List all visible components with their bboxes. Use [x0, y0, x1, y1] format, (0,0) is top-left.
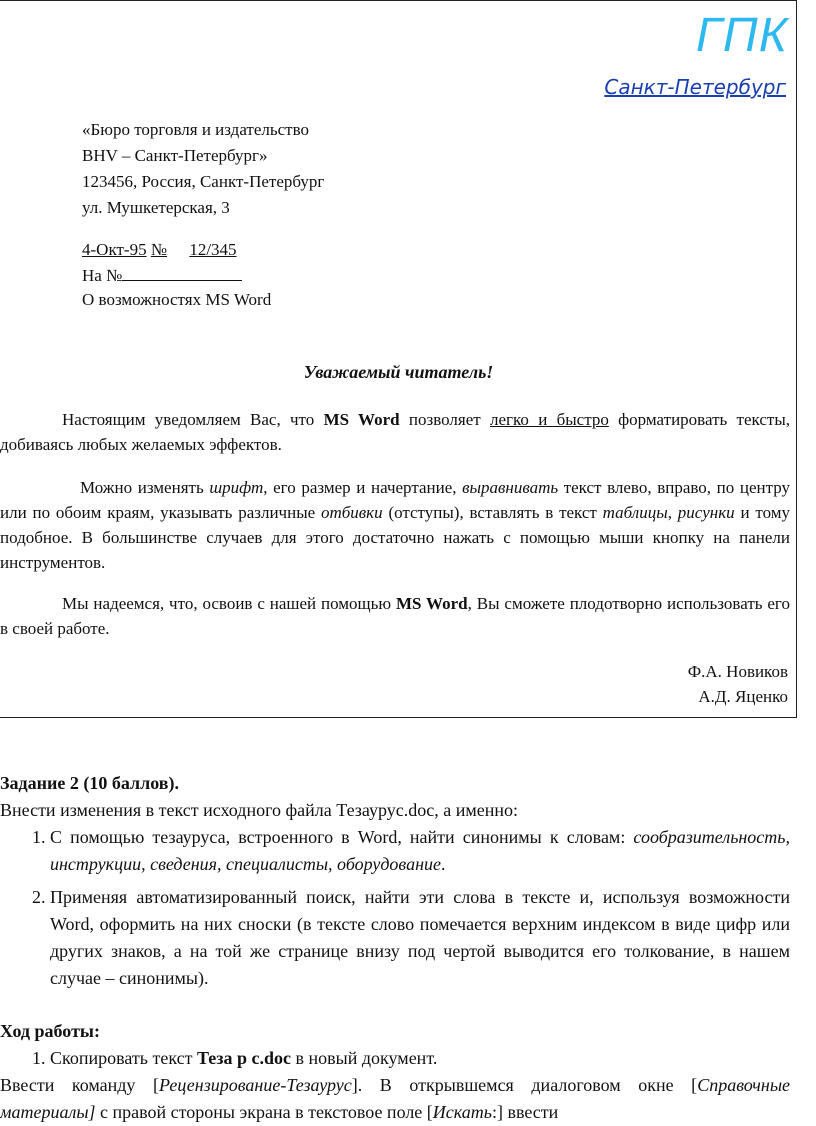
doc-number: 12/345 — [189, 240, 237, 259]
text: форматировать тексты, добиваясь любых желаемых эффектов. — [0, 410, 791, 454]
text-bold: MS Word — [323, 410, 400, 429]
text-italic: шрифт — [209, 478, 264, 497]
paragraph-2 — [0, 475, 790, 575]
text: (отступы), вставлять в текст — [382, 503, 603, 522]
task-intro: Внести изменения в текст исходного файла Тезаурус.doc, а именно: — [0, 800, 518, 820]
task-title: Задание 2 (10 баллов). — [0, 773, 179, 793]
address-line: ул. Мушкетерская, 3 — [82, 198, 230, 217]
text: в новый документ. — [291, 1048, 438, 1068]
reference-label: На № — [82, 266, 123, 285]
text: Мы надеемся, что, освоив с нашей помощью — [62, 594, 396, 613]
text-italic: таблицы — [602, 503, 668, 522]
text-italic: Рецензирование-Тезаурус — [159, 1075, 352, 1095]
logo-text: ГПК — [695, 9, 788, 62]
work-title: Ход работы: — [0, 1021, 100, 1041]
text-italic: отбивки — [320, 503, 383, 522]
work-step-1 — [50, 1045, 790, 1072]
text: Скопировать текст — [50, 1048, 197, 1068]
text-bold: MS Word — [395, 594, 468, 613]
text-underline: легко и быстро — [490, 410, 609, 429]
text: С помощью тезауруса, встроенного в Word, найти синонимы к словам: — [50, 827, 634, 847]
text-italic: выравнивать — [462, 478, 559, 497]
signature-1: Ф.А. Новиков — [687, 662, 788, 681]
text-italic: Справочные материалы] — [0, 1075, 790, 1122]
task-item-2: 2. Применяя автоматизированный поиск, найти эти слова в тексте и, используя возможности Word, оформить на них сноски (в тексте слово помечается верхним индексом в виде цифр или других знаков, а на той же странице внизу под чертой выводится его толкование, в нашем случае – синонимы). — [50, 884, 790, 992]
text-italic: рисунки — [677, 503, 735, 522]
signature-2: А.Д. Яценко — [698, 687, 788, 706]
address-line: BHV – Санкт-Петербург» — [82, 146, 268, 165]
date-number-line — [82, 240, 237, 260]
text: текст влево, вправо, по центру или по обоим краям, указывать различные — [0, 478, 790, 522]
task-section — [0, 770, 790, 992]
reference-line — [82, 266, 242, 286]
greeting: Уважаемый читатель! — [303, 362, 494, 382]
text: Настоящим уведомляем Вас, что — [62, 410, 324, 429]
city-link[interactable]: Санкт-Петербург — [604, 75, 786, 99]
text: и тому подобное. В большинстве случаев для этого достаточно нажать с помощью мыши кнопку на панели инструментов. — [0, 503, 790, 572]
task-list — [0, 824, 790, 992]
text: , его размер и начертание, — [263, 478, 463, 497]
text: позволяет — [399, 410, 490, 429]
text: ]. В открывшемся диалоговом окне [ — [351, 1075, 698, 1095]
work-section — [0, 1018, 790, 1126]
text: , Вы сможете плодотворно использовать его в своей работе. — [0, 594, 790, 638]
reference-blank — [122, 266, 242, 281]
text: . — [441, 854, 446, 874]
work-command — [0, 1072, 790, 1126]
subject-line: О возможностях MS Word — [82, 290, 272, 309]
text-bold: Теза р с.doc — [196, 1048, 292, 1068]
text: , — [667, 503, 678, 522]
paragraph-3 — [0, 591, 790, 641]
text-italic: сообразительность, инструкции, сведения, специалисты, оборудование — [50, 827, 790, 874]
text: :] ввести — [491, 1102, 559, 1122]
task-item-1 — [50, 824, 790, 878]
text: с правой стороны экрана в текстовое поле [ — [95, 1102, 433, 1122]
text: Можно изменять — [80, 478, 210, 497]
number-sign: № — [150, 240, 168, 259]
text-italic: Искать — [432, 1102, 492, 1122]
paragraph-1 — [0, 407, 790, 457]
address-line: 123456, Россия, Санкт-Петербург — [82, 172, 325, 191]
work-list — [0, 1045, 790, 1072]
date: 4-Окт-95 — [82, 240, 147, 259]
address-line: «Бюро торговля и издательство — [82, 120, 310, 139]
text: Ввести команду [ — [0, 1075, 159, 1095]
